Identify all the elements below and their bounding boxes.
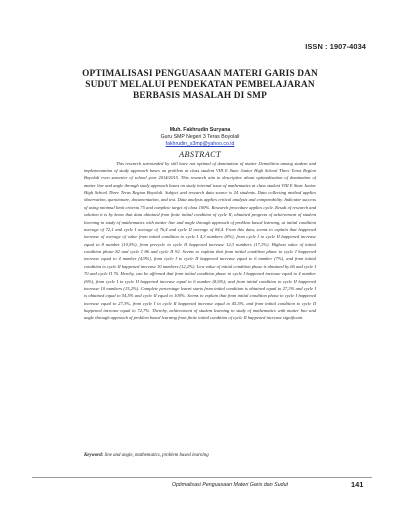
title-line-3: BERBASIS MASALAH DI SMP bbox=[133, 91, 267, 101]
keywords-line bbox=[84, 453, 324, 458]
footer-running-title: Optimalisasi Penguasaan Materi Garis dan Sudut bbox=[172, 482, 289, 488]
title-line-2: SUDUT MELALUI PENDEKATAN PEMBELAJARAN bbox=[85, 80, 315, 90]
keywords-text: line and angle, mathematics, problem based learning bbox=[104, 453, 209, 458]
page-number: 141 bbox=[351, 480, 364, 489]
author-name: Muh. Fakhrudin Suryana bbox=[169, 127, 231, 133]
abstract-text: This research surrounded by still have not optimal of domination of matter Demolition among student and implementation of study approach bases on problem at class student VIII E State Junior High School Three Teras Region Boyolali even semester of school year 2014/2015. This research aim to descriptive about optimalisation of domination of matter line and angle through study approach bases on study internal issue of mathematics at class student VIII E State Junior High School Three Teras Region Boyolali. Subject and research data source is 24 students. Data collecting method applies observation, questionare, documentation, and test. Data analysis applies critical analysis and comparability. Indicator success of using minimal limit criteria 75 and complete target of class 100%. Research procedure applies cycle. Result of research and solution it is by know that data obtained from finite initial condition of cycle II, obtained progress of achievement of student learning in study of mathematics with matter line and angle through approach of problem based learning, at initial condition average of 72,1 and cycle I average of 76,4 and cycle II average of 84,4. From this data, seems to explain that happened increase of average of value from initial condition to cycle I 4,3 numbers (6%), from cycle I to cycle II happened increase equal to 8 number (10,5%), from precycle to cycle II happened increase 12,3 numbers (17,1%). Highest value of initial condition phase 82 and cycle I 86 and cycle II 92. Seems to explain that from initial condition phase to cycle I happened increase equal to 4 number (4,9%), from cycle I to cycle II happened increase equal to 6 number (7%), and from initial condition to cycle II happened increase 10 numbers (12,2%). Low value of initial condition phase is obtained by 66 and cycle I 70 and cycle II 76. Hereby, can be affirmed that from initial condition phase to cycle I happened increase equal to 4 number (6%), from cycle I to cycle II happened increase equal to 6 number (8,6%); and from initial condition to cycle II happened increase 10 numbers (15,2%). Complete percentage learnt starts from initial condition is obtained equal to 27,3% and cycle I is obtained equal to 54,5% and cycle II equal to 100%. Seems to explain that from initial condition phase to cycle I happened increase equal to 27,3%, from cycle I to cycle II happened increase equal to 45,5%, and from initial condition to cycle II happened increase equal to 72,7%. Thereby, achievement of student learning in study of mathematics with matter line and angle through approach of problem based learning from finite initial condition of cycle II happened increase significant. bbox=[84, 160, 316, 321]
author-block bbox=[0, 127, 400, 148]
title-line-1: OPTIMALISASI PENGUASAAN MATERI GARIS DAN bbox=[82, 69, 318, 79]
footer-divider bbox=[32, 477, 372, 478]
issn-label: ISSN : 1907-4034 bbox=[305, 42, 366, 51]
keywords-label: Keyword: bbox=[84, 453, 104, 458]
abstract-heading: ABSTRACT bbox=[179, 150, 221, 159]
paper-title bbox=[60, 69, 340, 102]
author-affiliation: Guru SMP Negeri 3 Teras Boyolali bbox=[160, 133, 240, 140]
author-email-link[interactable]: fakhrudin_s3mp@yahoo.co.id bbox=[165, 140, 235, 147]
